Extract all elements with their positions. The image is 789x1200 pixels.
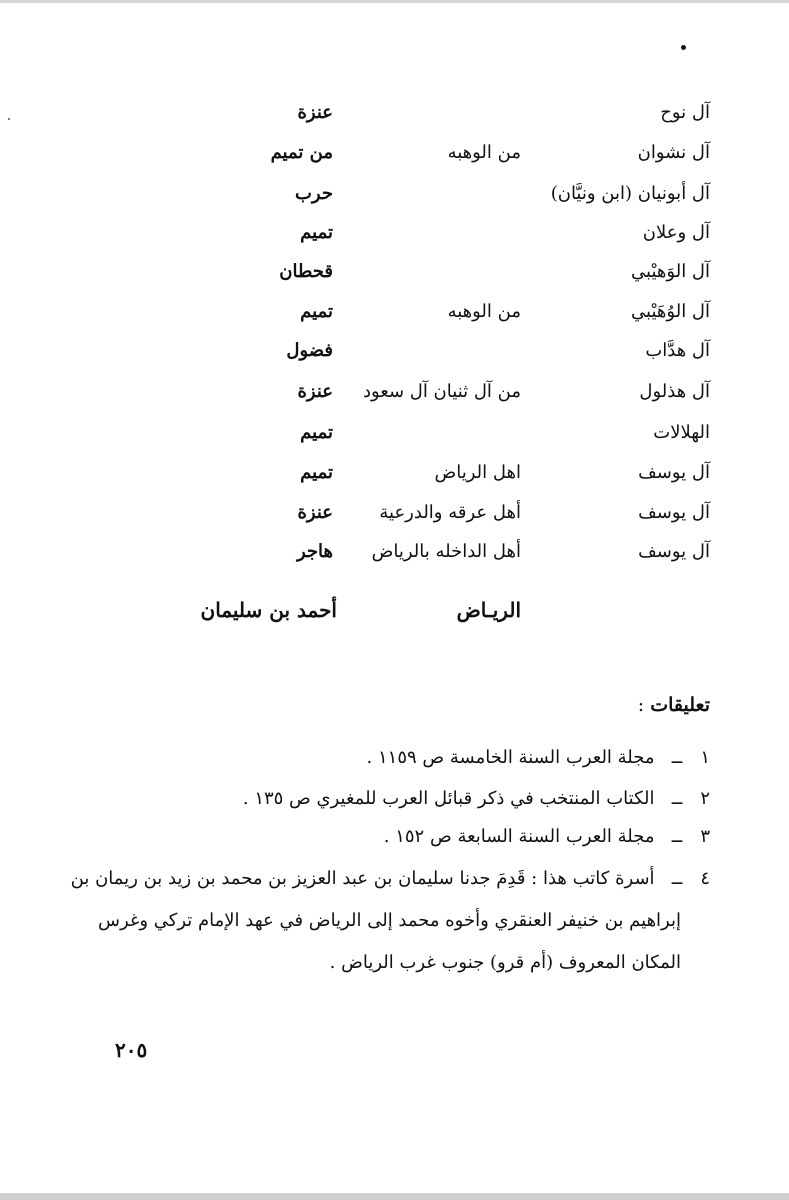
family-row — [0, 222, 789, 252]
page-dot-mark — [681, 45, 686, 50]
family-name: آل أبونيان (ابن ونيَّان) — [550, 183, 710, 204]
family-name: آل هدَّاب — [645, 340, 710, 361]
family-branch: من الوهبه — [447, 301, 521, 322]
family-row — [0, 183, 789, 213]
signature-line — [0, 598, 789, 632]
note-item — [110, 788, 710, 809]
family-tribe: حرب — [294, 183, 333, 204]
family-name: آل يوسف — [638, 502, 710, 523]
note-text: أسرة كاتب هذا : قَدِمَ جدنا سليمان بن عبد العزيز بن محمد بن زيد بن ريمان بن — [70, 868, 655, 889]
family-name: آل نشوان — [637, 142, 710, 163]
family-tribe: هاجر — [296, 541, 333, 562]
family-row — [0, 142, 789, 172]
family-name: آل هذلول — [639, 381, 710, 402]
family-tribe: قحطان — [279, 261, 333, 282]
note-continuation-line: المكان المعروف (أم قرو) جنوب غرب الرياض . — [329, 952, 681, 973]
notes-heading-text: تعليقات — [650, 694, 710, 716]
note-number: ٢ — [700, 788, 710, 809]
family-row — [0, 381, 789, 411]
note-dash: ــ — [671, 826, 683, 847]
family-name: آل يوسف — [638, 541, 710, 562]
note-dash: ــ — [671, 747, 683, 768]
signature-author: أحمد بن سليمان — [200, 598, 337, 622]
family-branch: اهل الرياض — [434, 462, 521, 483]
note-item — [110, 826, 710, 847]
family-name: آل الوُهَيْبي — [631, 301, 710, 322]
family-name: آل يوسف — [638, 462, 710, 483]
family-row — [0, 422, 789, 452]
note-text: مجلة العرب السنة الخامسة ص ١١٥٩ . — [366, 747, 655, 768]
family-row — [0, 340, 789, 370]
family-tribe: فضول — [286, 340, 333, 361]
family-branch: من الوهبه — [447, 142, 521, 163]
family-tribe: عنزة — [297, 502, 333, 523]
page-top-edge — [0, 0, 789, 3]
family-row — [0, 541, 789, 571]
note-text: مجلة العرب السنة السابعة ص ١٥٢ . — [383, 826, 655, 847]
family-tribe: تميم — [300, 222, 333, 243]
note-item — [30, 868, 710, 889]
page-number: ٢٠٥ — [115, 1038, 148, 1062]
family-tribe: عنزة — [297, 381, 333, 402]
family-name: آل وعلان — [642, 222, 710, 243]
note-item — [110, 747, 710, 768]
note-number: ٣ — [700, 826, 710, 847]
family-row — [0, 301, 789, 331]
notes-heading-colon: : — [637, 694, 645, 716]
family-tribe: تميم — [300, 462, 333, 483]
family-branch: أهل الداخله بالرياض — [371, 541, 521, 562]
family-name: آل الوَهيْبي — [631, 261, 710, 282]
family-row — [0, 102, 789, 132]
family-row — [0, 462, 789, 492]
notes-heading — [638, 694, 710, 716]
note-number: ١ — [700, 747, 710, 768]
family-tribe: من تميم — [270, 142, 333, 163]
note-dash: ــ — [671, 788, 683, 809]
family-row — [0, 502, 789, 532]
family-branch: أهل عرقه والدرعية — [379, 502, 521, 523]
family-branch: من آل ثنيان آل سعود — [362, 381, 521, 402]
note-number: ٤ — [700, 868, 710, 889]
family-tribe: تميم — [300, 422, 333, 443]
page-bottom-edge — [0, 1193, 789, 1200]
family-row — [0, 261, 789, 291]
note-text: الكتاب المنتخب في ذكر قبائل العرب للمغيري ص ١٣٥ . — [242, 788, 655, 809]
note-continuation-line: إبراهيم بن خنيفر العنقري وأخوه محمد إلى الرياض في عهد الإمام تركي وغرس — [98, 910, 681, 931]
signature-place: الريـاض — [456, 598, 521, 622]
family-name: الهلالات — [653, 422, 710, 443]
family-name: آل نوح — [660, 102, 710, 123]
family-tribe: تميم — [300, 301, 333, 322]
note-dash: ــ — [671, 868, 683, 889]
family-tribe: عنزة — [297, 102, 333, 123]
